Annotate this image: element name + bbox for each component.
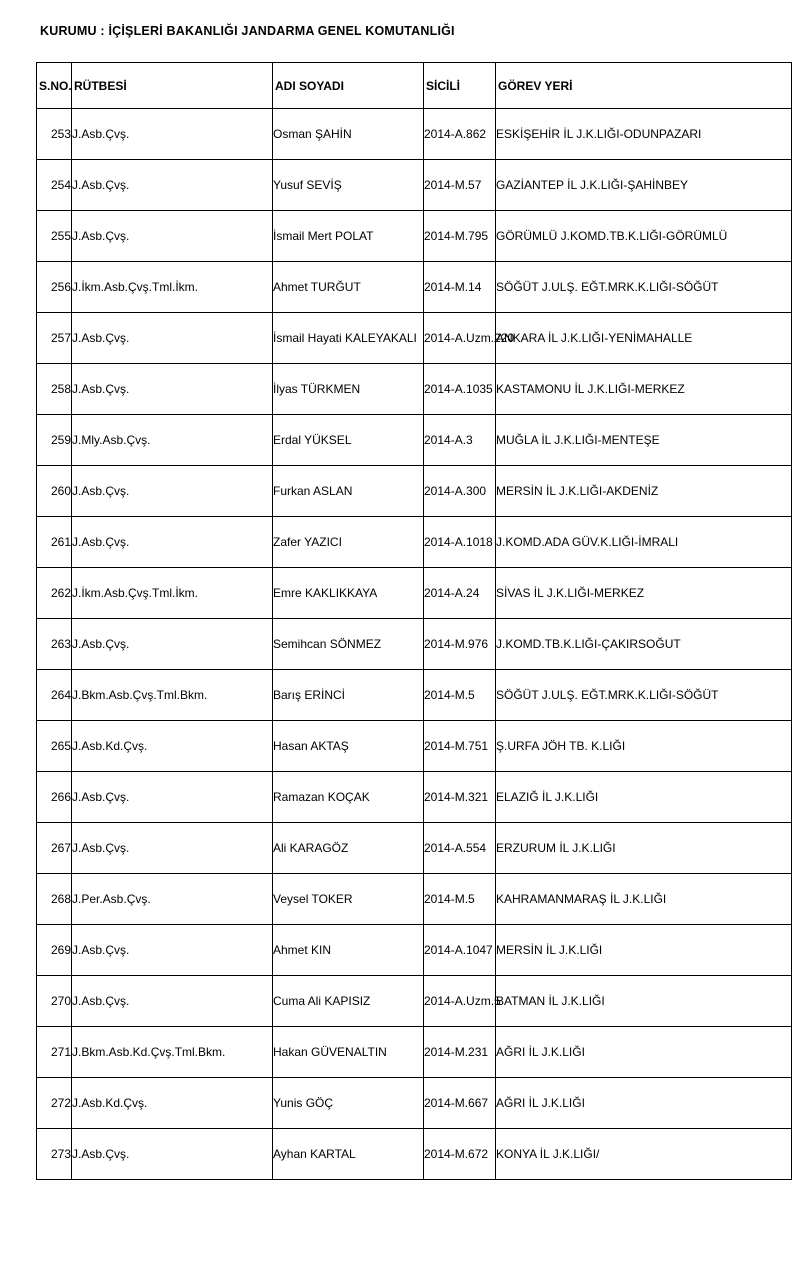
row-post: SÖĞÜT J.ULŞ. EĞT.MRK.K.LIĞI-SÖĞÜT [496, 670, 792, 721]
table-row [37, 262, 792, 313]
row-number: 257 [37, 313, 72, 364]
row-rank: J.Per.Asb.Çvş. [72, 874, 273, 925]
row-number: 254 [37, 160, 72, 211]
row-registry: 2014-M.751 [424, 721, 496, 772]
row-number: 271 [37, 1027, 72, 1078]
row-rank: J.Asb.Çvş. [72, 1129, 273, 1180]
row-post: ELAZIĞ İL J.K.LIĞI [496, 772, 792, 823]
row-registry: 2014-A.554 [424, 823, 496, 874]
table-row [37, 721, 792, 772]
row-rank: J.Asb.Çvş. [72, 619, 273, 670]
table-row [37, 772, 792, 823]
row-post: ANKARA İL J.K.LIĞI-YENİMAHALLE [496, 313, 792, 364]
row-name: Yunis GÖÇ [273, 1078, 424, 1129]
row-registry: 2014-M.5 [424, 670, 496, 721]
table-row [37, 1078, 792, 1129]
row-number: 269 [37, 925, 72, 976]
row-post: MERSİN İL J.K.LIĞI-AKDENİZ [496, 466, 792, 517]
row-registry: 2014-A.Uzm.5 [424, 976, 496, 1027]
row-registry: 2014-M.5 [424, 874, 496, 925]
row-number: 256 [37, 262, 72, 313]
row-name: Ahmet KIN [273, 925, 424, 976]
table-row [37, 160, 792, 211]
row-rank: J.Mly.Asb.Çvş. [72, 415, 273, 466]
table-row [37, 619, 792, 670]
row-rank: J.İkm.Asb.Çvş.Tml.İkm. [72, 262, 273, 313]
personnel-table [36, 62, 792, 1180]
column-header-post: GÖREV YERİ [496, 63, 792, 109]
row-post: KASTAMONU İL J.K.LIĞI-MERKEZ [496, 364, 792, 415]
row-registry: 2014-M.14 [424, 262, 496, 313]
row-registry: 2014-M.321 [424, 772, 496, 823]
table-row [37, 364, 792, 415]
row-post: MUĞLA İL J.K.LIĞI-MENTEŞE [496, 415, 792, 466]
row-post: ESKİŞEHİR İL J.K.LIĞI-ODUNPAZARI [496, 109, 792, 160]
row-name: Veysel TOKER [273, 874, 424, 925]
row-name: Hakan GÜVENALTIN [273, 1027, 424, 1078]
row-name: Cuma Ali KAPISIZ [273, 976, 424, 1027]
row-rank: J.Asb.Çvş. [72, 211, 273, 262]
row-number: 273 [37, 1129, 72, 1180]
row-post: KONYA İL J.K.LIĞI/ [496, 1129, 792, 1180]
row-post: GÖRÜMLÜ J.KOMD.TB.K.LIĞI-GÖRÜMLÜ [496, 211, 792, 262]
row-number: 272 [37, 1078, 72, 1129]
row-number: 262 [37, 568, 72, 619]
row-rank: J.Asb.Çvş. [72, 517, 273, 568]
row-name: Ali KARAGÖZ [273, 823, 424, 874]
row-rank: J.Asb.Kd.Çvş. [72, 1078, 273, 1129]
row-number: 258 [37, 364, 72, 415]
document-header: KURUMU : İÇİŞLERİ BAKANLIĞI JANDARMA GENEL KOMUTANLIĞI [40, 24, 455, 38]
row-registry: 2014-A.3 [424, 415, 496, 466]
row-name: Zafer YAZICI [273, 517, 424, 568]
table-row [37, 874, 792, 925]
table-row [37, 1129, 792, 1180]
row-rank: J.Asb.Çvş. [72, 160, 273, 211]
row-post: J.KOMD.TB.K.LIĞI-ÇAKIRSOĞUT [496, 619, 792, 670]
row-registry: 2014-M.672 [424, 1129, 496, 1180]
row-registry: 2014-A.1035 [424, 364, 496, 415]
row-name: Furkan ASLAN [273, 466, 424, 517]
row-number: 259 [37, 415, 72, 466]
row-number: 266 [37, 772, 72, 823]
row-rank: J.Asb.Çvş. [72, 364, 273, 415]
row-name: Ayhan KARTAL [273, 1129, 424, 1180]
row-rank: J.Bkm.Asb.Çvş.Tml.Bkm. [72, 670, 273, 721]
row-post: KAHRAMANMARAŞ İL J.K.LIĞI [496, 874, 792, 925]
row-name: Hasan AKTAŞ [273, 721, 424, 772]
row-registry: 2014-M.57 [424, 160, 496, 211]
row-name: İsmail Hayati KALEYAKALI [273, 313, 424, 364]
table-row [37, 517, 792, 568]
column-header-name: ADI SOYADI [273, 63, 424, 109]
row-name: Semihcan SÖNMEZ [273, 619, 424, 670]
row-registry: 2014-A.24 [424, 568, 496, 619]
row-number: 253 [37, 109, 72, 160]
row-post: Ş.URFA JÖH TB. K.LIĞI [496, 721, 792, 772]
table-row [37, 925, 792, 976]
row-post: SÖĞÜT J.ULŞ. EĞT.MRK.K.LIĞI-SÖĞÜT [496, 262, 792, 313]
table-row [37, 976, 792, 1027]
row-rank: J.Bkm.Asb.Kd.Çvş.Tml.Bkm. [72, 1027, 273, 1078]
row-registry: 2014-M.795 [424, 211, 496, 262]
table-row [37, 211, 792, 262]
row-registry: 2014-M.667 [424, 1078, 496, 1129]
row-rank: J.Asb.Çvş. [72, 976, 273, 1027]
row-post: BATMAN İL J.K.LIĞI [496, 976, 792, 1027]
row-name: İlyas TÜRKMEN [273, 364, 424, 415]
row-rank: J.Asb.Kd.Çvş. [72, 721, 273, 772]
row-post: AĞRI İL J.K.LIĞI [496, 1027, 792, 1078]
row-name: Erdal YÜKSEL [273, 415, 424, 466]
table-row [37, 415, 792, 466]
table-row [37, 313, 792, 364]
column-header-no: S.NO. [37, 63, 72, 109]
row-name: İsmail Mert POLAT [273, 211, 424, 262]
row-number: 255 [37, 211, 72, 262]
table-row [37, 823, 792, 874]
table-header-row [37, 63, 792, 109]
row-rank: J.Asb.Çvş. [72, 313, 273, 364]
row-rank: J.Asb.Çvş. [72, 823, 273, 874]
row-name: Yusuf SEVİŞ [273, 160, 424, 211]
table-row [37, 466, 792, 517]
row-post: J.KOMD.ADA GÜV.K.LIĞI-İMRALI [496, 517, 792, 568]
column-header-registry: SİCİLİ [424, 63, 496, 109]
row-number: 264 [37, 670, 72, 721]
row-number: 260 [37, 466, 72, 517]
row-registry: 2014-A.300 [424, 466, 496, 517]
table-row [37, 109, 792, 160]
row-rank: J.Asb.Çvş. [72, 772, 273, 823]
row-registry: 2014-A.862 [424, 109, 496, 160]
row-rank: J.Asb.Çvş. [72, 925, 273, 976]
row-number: 265 [37, 721, 72, 772]
row-number: 268 [37, 874, 72, 925]
row-rank: J.Asb.Çvş. [72, 466, 273, 517]
table-row [37, 568, 792, 619]
row-post: ERZURUM İL J.K.LIĞI [496, 823, 792, 874]
row-name: Ramazan KOÇAK [273, 772, 424, 823]
table-row [37, 1027, 792, 1078]
row-post: GAZİANTEP İL J.K.LIĞI-ŞAHİNBEY [496, 160, 792, 211]
row-registry: 2014-A.Uzm.220 [424, 313, 496, 364]
row-registry: 2014-M.976 [424, 619, 496, 670]
row-number: 263 [37, 619, 72, 670]
column-header-rank: RÜTBESİ [72, 63, 273, 109]
row-name: Barış ERİNCİ [273, 670, 424, 721]
row-number: 267 [37, 823, 72, 874]
row-rank: J.Asb.Çvş. [72, 109, 273, 160]
table-row [37, 670, 792, 721]
row-post: MERSİN İL J.K.LIĞI [496, 925, 792, 976]
row-registry: 2014-A.1047 [424, 925, 496, 976]
row-post: AĞRI İL J.K.LIĞI [496, 1078, 792, 1129]
row-name: Osman ŞAHİN [273, 109, 424, 160]
row-number: 270 [37, 976, 72, 1027]
row-registry: 2014-A.1018 [424, 517, 496, 568]
row-name: Ahmet TURĞUT [273, 262, 424, 313]
row-name: Emre KAKLIKKAYA [273, 568, 424, 619]
row-post: SİVAS İL J.K.LIĞI-MERKEZ [496, 568, 792, 619]
row-rank: J.İkm.Asb.Çvş.Tml.İkm. [72, 568, 273, 619]
row-number: 261 [37, 517, 72, 568]
row-registry: 2014-M.231 [424, 1027, 496, 1078]
